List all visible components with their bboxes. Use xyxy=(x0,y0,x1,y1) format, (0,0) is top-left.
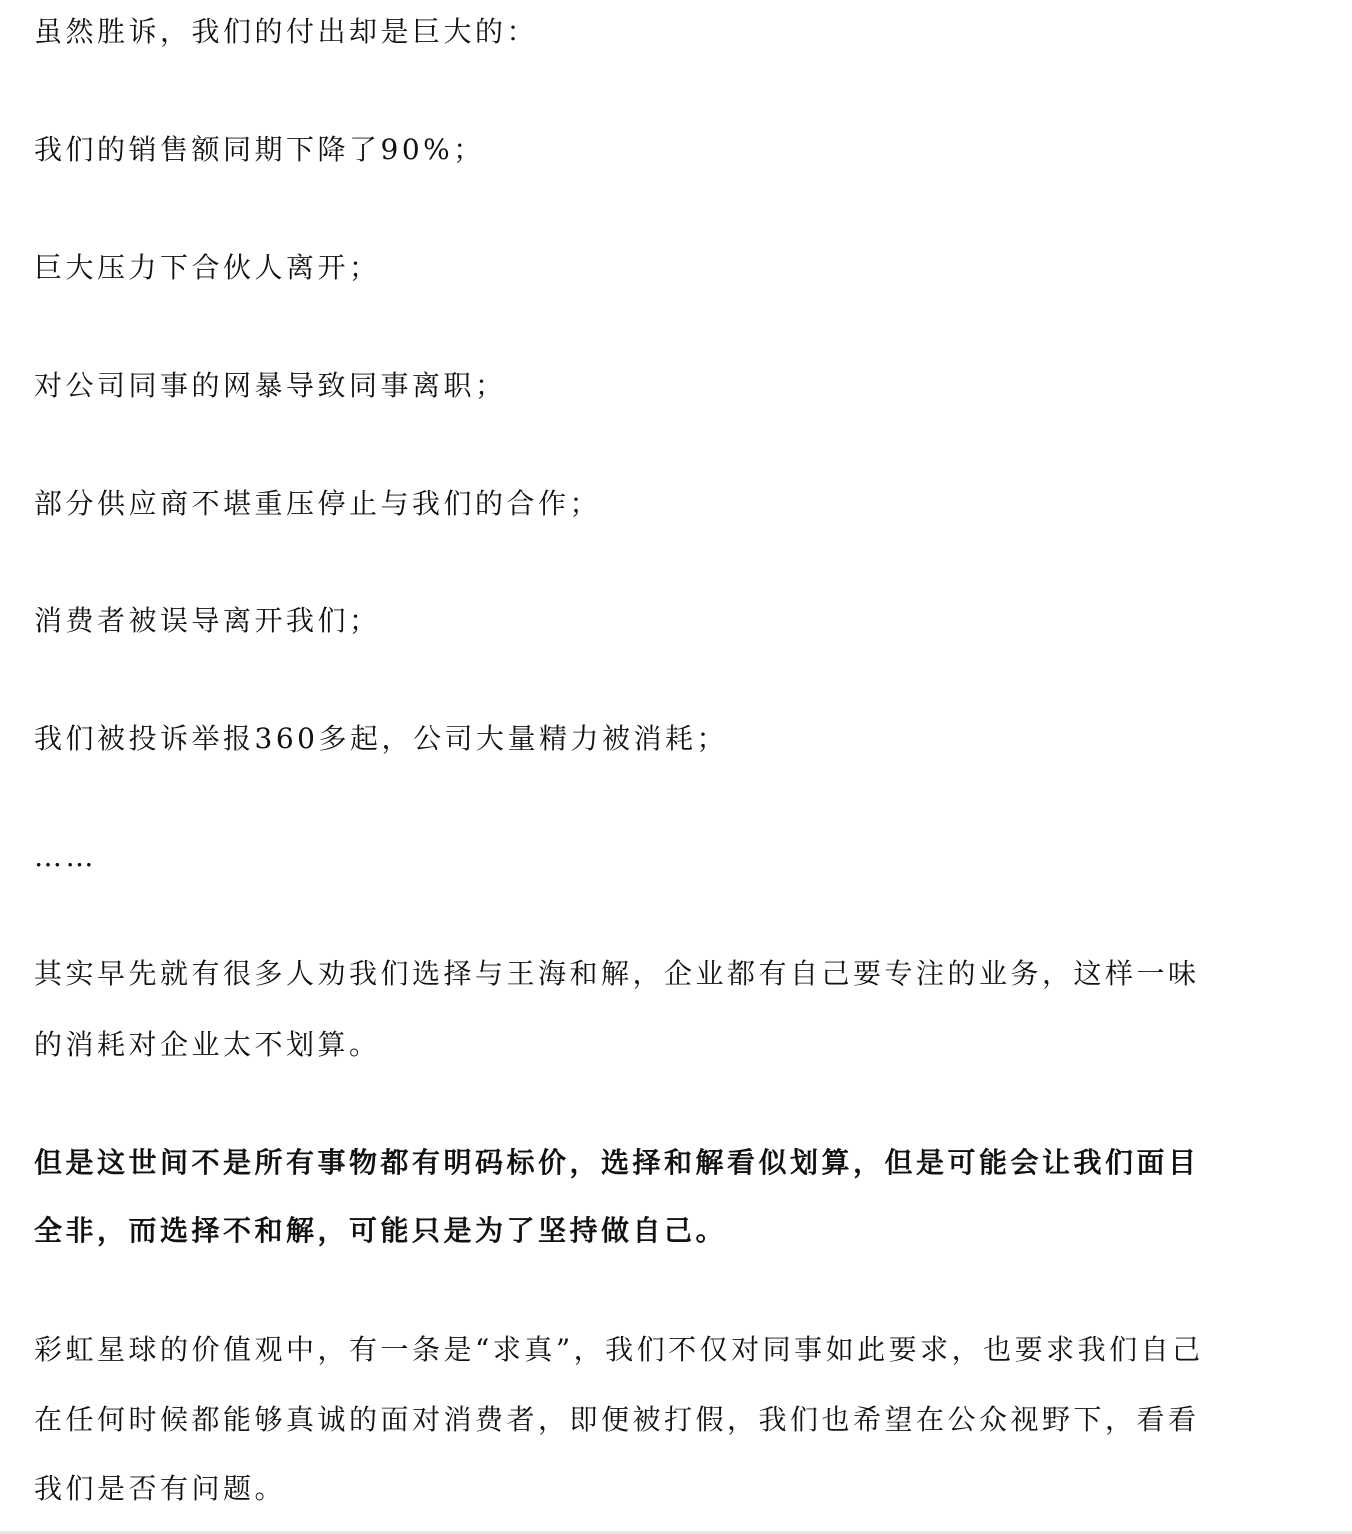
paragraph-line: 对公司同事的网暴导致同事离职； xyxy=(34,369,507,402)
bold-paragraph-line: 全非，而选择不和解，可能只是为了坚持做自己。 xyxy=(34,1214,728,1247)
paragraph-line: 消费者被误导离开我们； xyxy=(34,604,381,637)
paragraph-line: 我们是否有问题。 xyxy=(34,1472,287,1505)
ellipsis-line: …… xyxy=(34,840,97,873)
paragraph-line: 虽然胜诉，我们的付出却是巨大的： xyxy=(34,15,539,48)
paragraph-line: 彩虹星球的价值观中，有一条是“求真”，我们不仅对同事如此要求，也要求我们自己 xyxy=(34,1333,1204,1366)
paragraph-line: 其实早先就有很多人劝我们选择与王海和解，企业都有自己要专注的业务，这样一味 xyxy=(34,957,1200,990)
paragraph-line: 我们被投诉举报360多起，公司大量精力被消耗； xyxy=(34,722,728,755)
paragraph-line: 的消耗对企业太不划算。 xyxy=(34,1028,381,1061)
paragraph-line: 在任何时候都能够真诚的面对消费者，即便被打假，我们也希望在公众视野下，看看 xyxy=(34,1403,1200,1436)
paragraph-line: 巨大压力下合伙人离开； xyxy=(34,251,381,284)
paragraph-line: 部分供应商不堪重压停止与我们的合作； xyxy=(34,487,602,520)
bold-paragraph-line: 但是这世间不是所有事物都有明码标价，选择和解看似划算，但是可能会让我们面目 xyxy=(34,1146,1200,1179)
paragraph-line: 我们的销售额同期下降了90%； xyxy=(34,133,485,166)
